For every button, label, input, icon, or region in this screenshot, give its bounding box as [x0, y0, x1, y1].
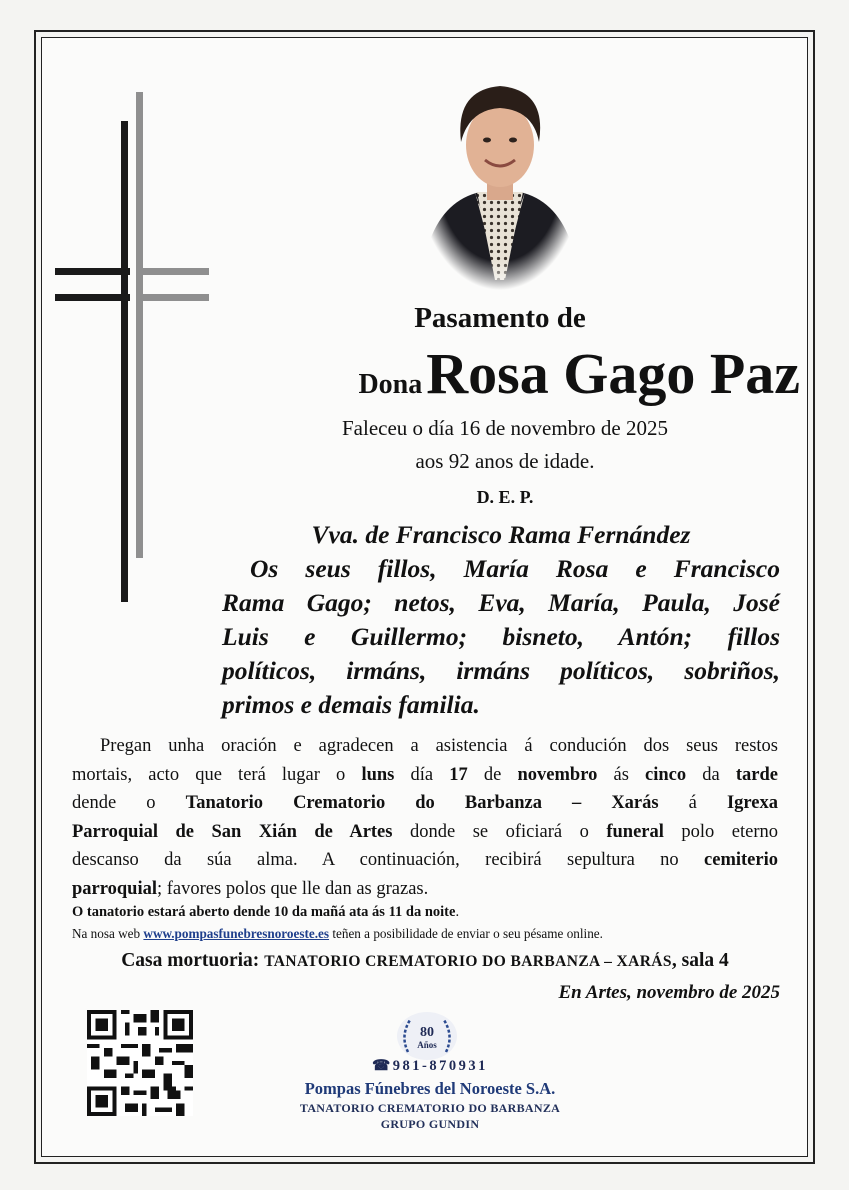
- body-line: Parroquial de San Xián de Artes donde se oficiará o funeral polo eterno: [72, 821, 778, 842]
- dep: D. E. P.: [476, 487, 534, 507]
- body-line: dende o Tanatorio Crematorio do Barbanza – Xarás á Igrexa: [72, 793, 778, 814]
- company-name: Pompas Fúnebres del Noroeste S.A.: [304, 1079, 556, 1098]
- phone-icon: ☎: [372, 1058, 393, 1074]
- logo-number: 80: [420, 1025, 434, 1040]
- honorific: Dona: [358, 369, 423, 400]
- web-note: Na nosa web www.pompasfunebresnoroeste.es teñen a posibilidade de enviar o seu pésame online.: [72, 926, 603, 941]
- logo-text: Años: [417, 1040, 437, 1050]
- body-line: Pregan unha oración e agradecen a asistencia á condución dos seus restos: [100, 736, 778, 756]
- portrait-photo: [425, 80, 575, 290]
- heading-pasamento: Pasamento de: [414, 302, 586, 334]
- body-line: descanso da súa alma. A continuación, recibirá sepultura no cemiterio: [72, 850, 778, 871]
- company-tanatorio: TANATORIO CREMATORIO DO BARBANZA: [299, 1101, 561, 1115]
- family-line: Rama Gago; netos, Eva, María, Paula, José: [222, 588, 780, 617]
- family-line: primos e demais familia.: [222, 690, 480, 719]
- qr-code[interactable]: [87, 1010, 193, 1116]
- deceased-name: Rosa Gago Paz: [426, 341, 800, 406]
- family-line: Luis e Guillermo; bisneto, Antón; fillos: [222, 622, 780, 651]
- deceased-name-line: [220, 340, 800, 407]
- widow-line: Vva. de Francisco Rama Fernández: [311, 520, 691, 549]
- casa-mortuoria: Casa mortuoria: TANATORIO CREMATORIO DO BARBANZA – XARÁS, sala 4: [121, 950, 729, 971]
- phone-line[interactable]: [330, 1058, 530, 1075]
- family-line: Os seus fillos, María Rosa e Francisco: [250, 554, 780, 583]
- body-line: parroquial; favores polos que lle dan as grazas.: [72, 878, 429, 899]
- age: aos 92 anos de idade.: [415, 449, 595, 473]
- phone-number: 981-870931: [392, 1058, 488, 1074]
- opening-hours: O tanatorio estará aberto dende 10 da mañá ata ás 11 da noite.: [72, 904, 460, 920]
- website-link[interactable]: www.pompasfunebresnoroeste.es: [143, 926, 330, 941]
- body-line: mortais, acto que terá lugar o luns día 17 de novembro ás cinco da tarde: [72, 764, 779, 785]
- company-group: GRUPO GUNDIN: [380, 1117, 480, 1131]
- death-date: Faleceu o día 16 de novembro de 2025: [342, 416, 668, 440]
- funeral-text: [72, 732, 778, 904]
- signoff: En Artes, novembro de 2025: [558, 982, 780, 1003]
- family-line: políticos, irmáns, irmáns políticos, sobriños,: [222, 656, 780, 685]
- family-list: [222, 518, 780, 722]
- anniversary-logo: [394, 1010, 460, 1064]
